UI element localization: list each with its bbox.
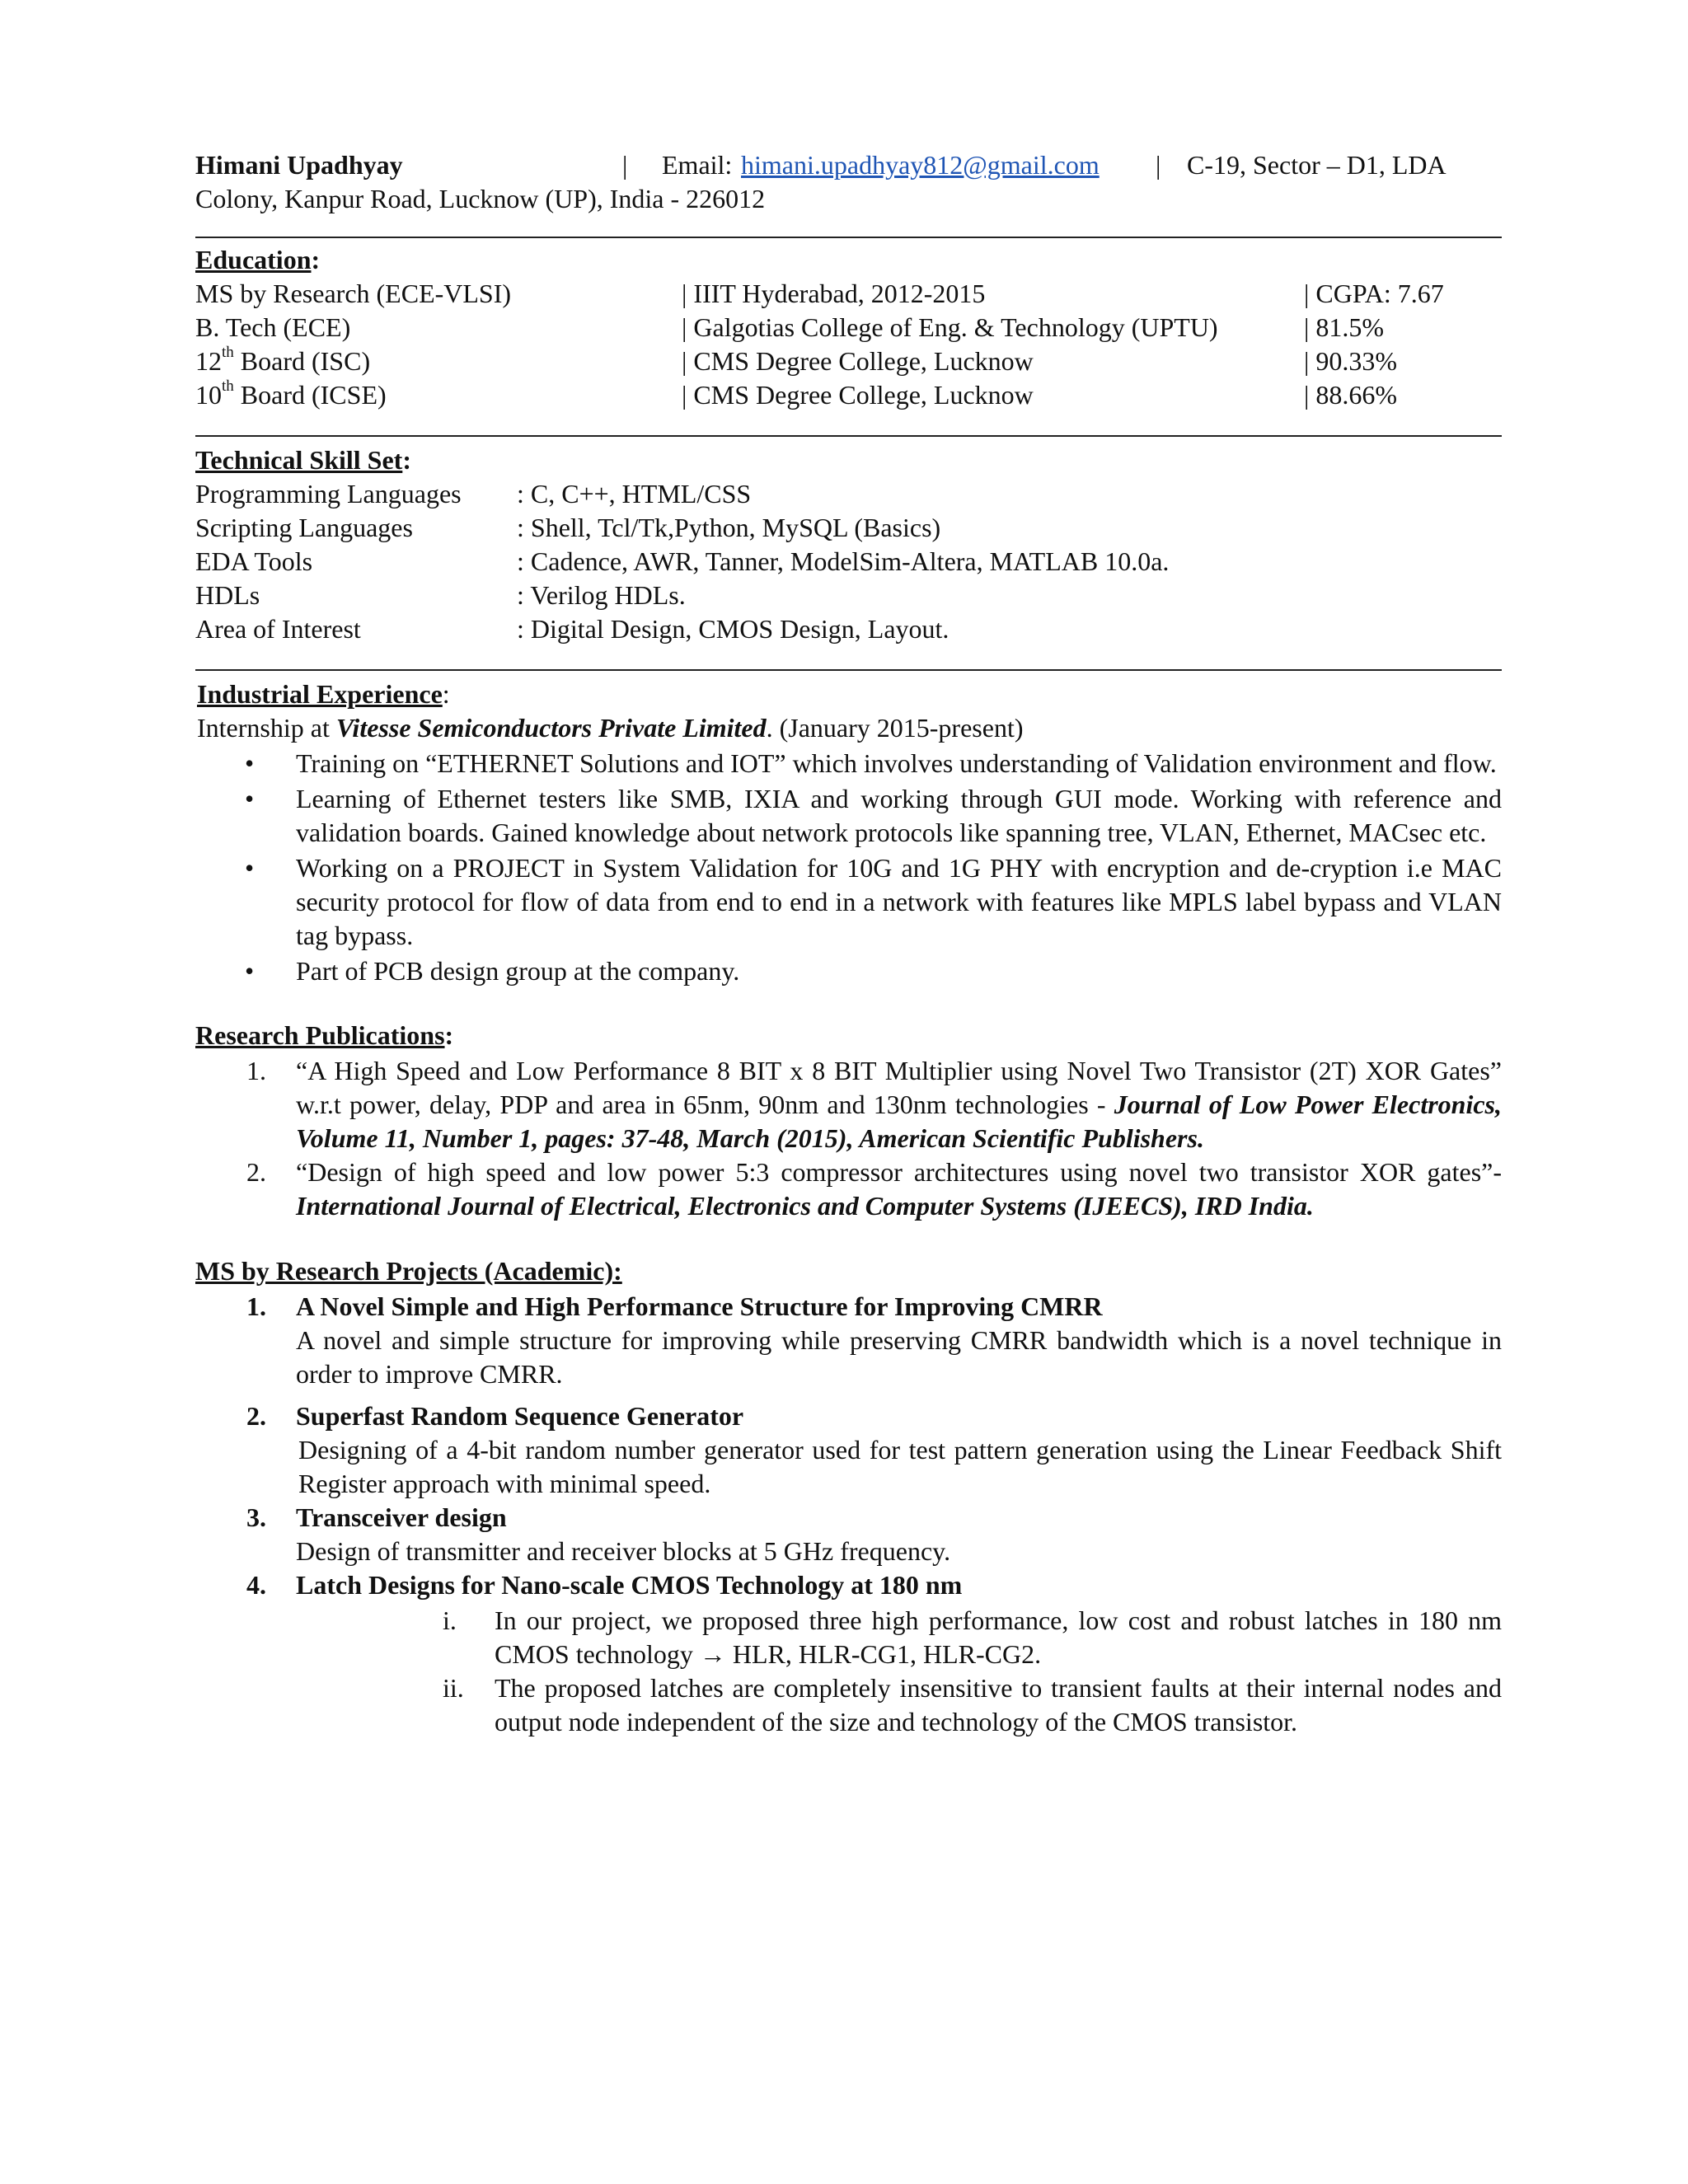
arrow-icon: → (699, 1639, 726, 1669)
header-separator: | (1156, 150, 1161, 180)
skill-row (195, 511, 1502, 545)
skills-table (195, 477, 1502, 646)
education-heading: Education: (195, 245, 321, 274)
list-item: 1. A Novel Simple and High Performance Structure for Improving CMRR A novel and simple structure for improving while preserving CMRR bandwidth which is a novel technique in order to improve CMRR. (195, 1290, 1502, 1391)
publications-heading: Research Publications: (195, 1020, 454, 1050)
degree: B. Tech (ECE) (195, 312, 351, 342)
skill-value: : Digital Design, CMOS Design, Layout. (517, 614, 950, 644)
skill-row (195, 612, 1502, 646)
skill-value: : Shell, Tcl/Tk,Python, MySQL (Basics) (517, 513, 941, 542)
skills-heading: Technical Skill Set: (195, 445, 411, 475)
bullet-icon: • (245, 748, 255, 778)
resume-page (195, 148, 1502, 1739)
education-table (195, 277, 1502, 412)
publications-list (195, 1054, 1502, 1223)
project-title: A Novel Simple and High Performance Structure for Improving CMRR (296, 1291, 1103, 1321)
score: | CGPA: 7.67 (1304, 279, 1444, 308)
list-item: 2. “Design of high speed and low power 5:3 compressor architectures using novel two transistor XOR gates”- International Journal of Electrical, Electronics and Computer Systems (IJEECS), IRD India. (246, 1157, 1502, 1221)
project-title: Superfast Random Sequence Generator (296, 1401, 744, 1431)
experience-bullets (195, 747, 1502, 988)
skill-value: : C, C++, HTML/CSS (517, 479, 752, 509)
skill-label: EDA Tools (195, 546, 313, 576)
skill-value: : Verilog HDLs. (517, 580, 686, 610)
header-separator: | (622, 150, 628, 180)
institute: | IIIT Hyderabad, 2012-2015 (682, 279, 986, 308)
header-contact-line (195, 148, 1502, 182)
score: | 81.5% (1304, 312, 1385, 342)
list-item: 1. “A High Speed and Low Performance 8 BIT x 8 BIT Multiplier using Novel Two Transistor (2T) XOR Gates” w.r.t power, delay, PDP and area in 65nm, 90nm and 130nm technologies - Journal of Low Power Electronics, Volume 11, Number 1, pages: 37-48, March (2015), American Scientific Publishers. (246, 1056, 1503, 1153)
skill-row (195, 579, 1502, 612)
address-part-1: C-19, Sector – D1, LDA (1187, 150, 1447, 180)
degree: 10th Board (ICSE) (195, 377, 387, 410)
degree: MS by Research (ECE-VLSI) (195, 279, 512, 308)
project-title: Latch Designs for Nano-scale CMOS Technology at 180 nm (296, 1570, 963, 1600)
degree: 12th Board (ISC) (195, 344, 371, 376)
projects-list (195, 1290, 1502, 1739)
skill-label: HDLs (195, 580, 260, 610)
education-row (195, 311, 1502, 344)
list-item: • Learning of Ethernet testers like SMB, IXIA and working through GUI mode. Working with reference and validation boards. Gained knowledge about network protocols like spanning tree, VLAN, Ethernet, MACsec etc. (245, 784, 1502, 847)
list-item: ii. The proposed latches are completely insensitive to transient faults at their internal nodes and output node independent of the size and technology of the CMOS transistor. (443, 1673, 1502, 1736)
projects-heading: MS by Research Projects (Academic): (195, 1256, 622, 1286)
list-item: • Training on “ETHERNET Solutions and IOT” which involves understanding of Validation environment and flow. (195, 747, 1502, 780)
experience-heading: Industrial Experience: (197, 679, 450, 709)
skill-label: Programming Languages (195, 479, 462, 509)
list-item: 3. Transceiver design Design of transmitter and receiver blocks at 5 GHz frequency. (195, 1501, 1502, 1568)
email-link[interactable]: himani.upadhyay812@gmail.com (741, 150, 1100, 180)
address-part-2: Colony, Kanpur Road, Lucknow (UP), India - 226012 (195, 184, 766, 213)
institute: | CMS Degree College, Lucknow (682, 346, 1034, 376)
skill-row (195, 545, 1502, 579)
skill-row (195, 477, 1502, 511)
bullet-icon: • (245, 956, 255, 986)
project-title: Transceiver design (296, 1502, 507, 1532)
list-item: 2. Superfast Random Sequence Generator Designing of a 4-bit random number generator used for test pattern generation using the Linear Feedback Shift Register approach with minimal speed. (195, 1399, 1502, 1501)
project-desc: A novel and simple structure for improving while preserving CMRR bandwidth which is a novel technique in order to improve CMRR. (296, 1325, 1502, 1389)
score: | 90.33% (1304, 346, 1398, 376)
education-row (195, 277, 1502, 311)
internship-line: Internship at Vitesse Semiconductors Private Limited. (January 2015-present) (197, 713, 1024, 743)
publication-venue: International Journal of Electrical, Electronics and Computer Systems (IJEECS), IRD India. (296, 1191, 1314, 1221)
education-row (195, 378, 1502, 412)
email-label: Email: (662, 150, 733, 180)
publication-venue: Journal of Low Power Electronics, Volume 11, Number 1, pages: 37-48, March (2015), American Scientific Publishers. (296, 1090, 1503, 1153)
skill-value: : Cadence, AWR, Tanner, ModelSim-Altera, MATLAB 10.0a. (517, 546, 1170, 576)
bullet-icon: • (245, 784, 255, 813)
list-item: i. In our project, we proposed three high performance, low cost and robust latches in 180 nm CMOS technology → HLR, HLR-CG1, HLR-CG2. (443, 1605, 1502, 1669)
list-item: • Working on a PROJECT in System Validation for 10G and 1G PHY with encryption and de-cryption i.e MAC security protocol for flow of data from end to end in a network with features like MPLS label bypass and VLAN tag bypass. (245, 853, 1502, 950)
skill-label: Area of Interest (195, 614, 361, 644)
project-desc: Designing of a 4-bit random number generator used for test pattern generation using the Linear Feedback Shift Register approach with minimal speed. (298, 1435, 1502, 1498)
list-item: 4. Latch Designs for Nano-scale CMOS Technology at 180 nm (195, 1568, 1502, 1602)
project-desc: Design of transmitter and receiver blocks at 5 GHz frequency. (296, 1536, 951, 1566)
score: | 88.66% (1304, 380, 1398, 410)
candidate-name: Himani Upadhyay (195, 150, 403, 180)
company-name: Vitesse Semiconductors Private Limited (335, 713, 767, 743)
institute: | Galgotias College of Eng. & Technology (UPTU) (682, 312, 1218, 342)
skill-label: Scripting Languages (195, 513, 413, 542)
list-item: • Part of PCB design group at the company. (195, 954, 1502, 988)
bullet-icon: • (245, 853, 255, 883)
institute: | CMS Degree College, Lucknow (682, 380, 1034, 410)
education-row (195, 344, 1502, 378)
